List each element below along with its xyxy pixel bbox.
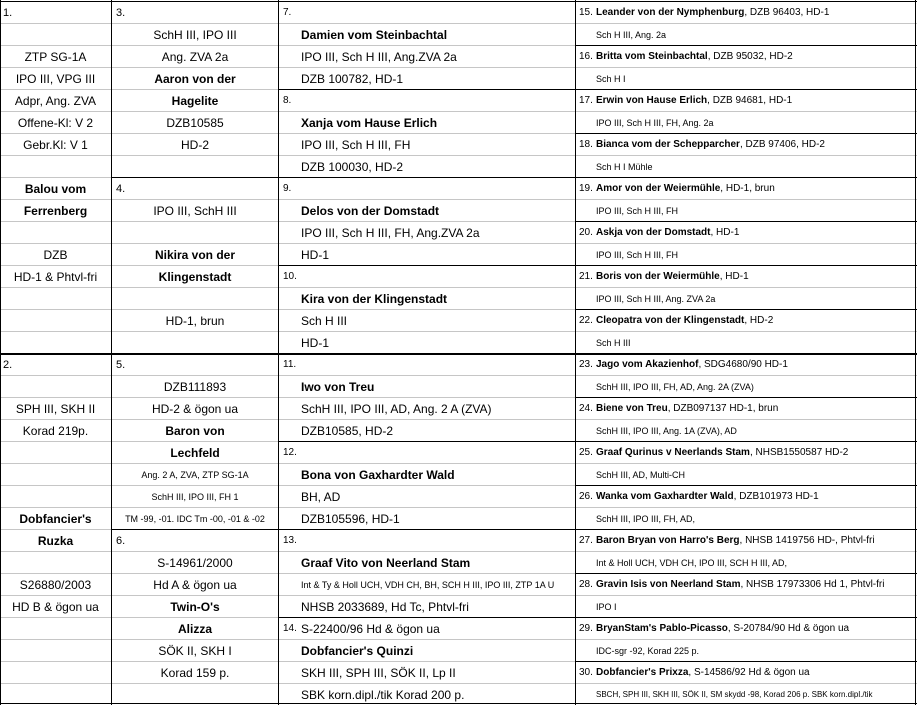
- ancestor-details: , NHSB 1419756 HD-, Phtvl-fri: [739, 535, 875, 546]
- entry-number: 17.: [579, 95, 593, 106]
- eighth-border: [278, 617, 917, 618]
- dog-detail: SchH III, IPO III, FH 1: [151, 492, 239, 502]
- ancestor-name-line: [577, 134, 915, 156]
- dog-name: Xanja vom Hause Erlich: [301, 116, 438, 130]
- ancestor-name: Boris von der Weiermühle: [596, 271, 720, 282]
- ancestor-name-line: [577, 442, 915, 464]
- dog-name: Dobfancier's Quinzi: [301, 644, 414, 658]
- dog-name: Kira von der Klingenstadt: [301, 292, 448, 306]
- dog-detail: Korad 159 p.: [160, 666, 230, 680]
- dog-detail: Offene-Kl: V 2: [17, 116, 94, 130]
- dog-detail: Gebr.Kl: V 1: [23, 138, 88, 152]
- row-gridline: [0, 199, 917, 200]
- dog-detail: SchH III, IPO III, FH, AD,: [596, 514, 696, 524]
- dog-detail: DZB: [43, 248, 68, 262]
- sixteenth-border: [575, 397, 917, 398]
- dog-detail: ZTP SG-1A: [24, 50, 87, 64]
- top-border: [0, 1, 917, 2]
- ancestor-name: Britta vom Steinbachtal: [596, 51, 708, 62]
- dog-detail: IDC-sgr -92, Korad 225 p.: [596, 646, 700, 656]
- ancestor-name-line: [577, 618, 915, 640]
- entry-number: 13.: [283, 535, 297, 546]
- entry-number: 25.: [579, 447, 593, 458]
- dog-detail: DZB 100030, HD-2: [301, 160, 404, 174]
- dog-name: Aaron von der: [154, 72, 236, 86]
- entry-number: 24.: [579, 403, 593, 414]
- ancestor-name-line: [577, 662, 915, 684]
- entry-number: 22.: [579, 315, 593, 326]
- dog-detail: HD B & ögon ua: [12, 600, 99, 614]
- ancestor-name-line: [577, 266, 915, 288]
- ancestor-details: , S-20784/90 Hd & ögon ua: [727, 623, 850, 634]
- half-border-thick: [0, 354, 917, 355]
- dog-detail: Ang. 2 A, ZVA, ZTP SG-1A: [141, 470, 249, 480]
- entry-number: 1.: [3, 7, 13, 19]
- ancestor-details: , NHSB 17973306 Hd 1, Phtvl-fri: [740, 579, 885, 590]
- sixteenth-border: [575, 133, 917, 134]
- dog-detail: IPO III, Sch H III, FH: [301, 138, 411, 152]
- sixteenth-border: [575, 485, 917, 486]
- sixteenth-border: [575, 661, 917, 662]
- ancestor-name-line: [577, 310, 915, 332]
- dog-detail: IPO I: [596, 602, 617, 612]
- ancestor-details: , SDG4680/90 HD-1: [698, 359, 788, 370]
- dog-detail: Sch H III: [301, 314, 348, 328]
- entry-number: 11.: [283, 359, 297, 370]
- entry-number: 26.: [579, 491, 593, 502]
- entry-number: 28.: [579, 579, 593, 590]
- entry-number: 10.: [283, 271, 297, 282]
- dog-detail: DZB 100782, HD-1: [301, 72, 404, 86]
- ancestor-name: Cleopatra von der Klingenstadt: [596, 315, 745, 326]
- entry-number: 7.: [283, 7, 292, 18]
- ancestor-details: , DZB097137 HD-1, brun: [667, 403, 779, 414]
- dog-detail: Sch H III, Ang. 2a: [596, 30, 667, 40]
- ancestor-name: Bianca vom der Schepparcher: [596, 139, 740, 150]
- entry-number: 12.: [283, 447, 297, 458]
- ancestor-name-line: [577, 222, 915, 244]
- entry-number: 18.: [579, 139, 593, 150]
- dog-detail: DZB10585, HD-2: [301, 424, 394, 438]
- dog-detail: TM -99, -01. IDC Tm -00, -01 & -02: [125, 514, 265, 524]
- entry-number: 19.: [579, 183, 593, 194]
- ancestor-name: Gravin Isis von Neerland Stam: [596, 579, 741, 590]
- entry-number: 20.: [579, 227, 593, 238]
- dog-name: Lechfeld: [170, 446, 220, 460]
- dog-name: Ruzka: [37, 534, 74, 548]
- dog-detail: SBCH, SPH III, SKH III, SÖK II, SM skydd -98, Korad 206 p. SBK korn.dipl./tik: [596, 690, 873, 699]
- entry-number: 2.: [3, 359, 13, 371]
- dog-detail: HD-1, brun: [165, 314, 225, 328]
- entry-number: 30.: [579, 667, 593, 678]
- dog-detail: DZB105596, HD-1: [301, 512, 400, 526]
- dog-detail: Korad 219p.: [22, 424, 89, 438]
- ancestor-details: , HD-2: [744, 315, 774, 326]
- dog-detail: IPO III, Sch H III, FH: [596, 206, 679, 216]
- dog-detail: HD-1: [301, 248, 330, 262]
- dog-detail: IPO III, Sch H III, FH, Ang. 2a: [596, 118, 714, 128]
- dog-detail: Int & Ty & Holl UCH, VDH CH, BH, SCH H III, IPO III, ZTP 1A U: [301, 580, 555, 590]
- dog-name: Hagelite: [171, 94, 219, 108]
- eighth-border: [278, 265, 917, 266]
- entry-number: 14.: [283, 623, 297, 634]
- dog-detail: Sch H I Mühle: [596, 162, 653, 172]
- row-gridline: [0, 639, 917, 640]
- ancestor-details: , DZB 97406, HD-2: [739, 139, 825, 150]
- ancestor-name: Jago vom Akazienhof: [596, 359, 699, 370]
- dog-name: Baron von: [165, 424, 225, 438]
- registration-line: S-22400/96 Hd & ögon ua: [301, 622, 440, 636]
- ancestor-details: , HD-1: [710, 227, 740, 238]
- dog-name: Delos von der Domstadt: [301, 204, 440, 218]
- dog-detail: SchH III, IPO III, AD, Ang. 2 A (ZVA): [301, 402, 492, 416]
- entry-number: 4.: [116, 183, 126, 195]
- dog-detail: HD-1 & Phtvl-fri: [13, 270, 98, 284]
- ancestor-name: Graaf Qurinus v Neerlands Stam: [596, 447, 750, 458]
- ancestor-name-line: [577, 574, 915, 596]
- dog-detail: HD-2: [180, 138, 209, 152]
- entry-number: 16.: [579, 51, 593, 62]
- entry-number: 5.: [116, 359, 126, 371]
- eighth-border: [278, 441, 917, 442]
- dog-name: Balou vom: [24, 182, 87, 196]
- dog-detail: IPO III, Sch H III, FH: [596, 250, 679, 260]
- row-gridline: [0, 155, 917, 156]
- dog-detail: S26880/2003: [19, 578, 92, 592]
- entry-number: 21.: [579, 271, 593, 282]
- row-gridline: [0, 507, 917, 508]
- dog-name: Alizza: [177, 622, 212, 636]
- entry-number: 15.: [579, 7, 593, 18]
- row-gridline: [0, 243, 917, 244]
- dog-detail: Sch H I: [596, 74, 626, 84]
- ancestor-details: , DZB 96403, HD-1: [744, 7, 830, 18]
- row-gridline: [0, 23, 917, 24]
- dog-detail: SchH III, AD, Multi-CH: [596, 470, 686, 480]
- ancestor-name: Dobfancier's Prixza: [596, 667, 689, 678]
- dog-detail: Int & Holl UCH, VDH CH, IPO III, SCH H III, AD,: [596, 558, 788, 568]
- ancestor-name: Biene von Treu: [596, 403, 668, 414]
- entry-number: 6.: [116, 535, 126, 547]
- dog-detail: HD-1: [301, 336, 330, 350]
- dog-detail: SÖK II, SKH I: [158, 644, 232, 658]
- dog-detail: SKH III, SPH III, SÖK II, Lp II: [301, 666, 456, 680]
- ancestor-name-line: [577, 90, 915, 112]
- dog-detail: IPO III, SchH III: [153, 204, 237, 218]
- row-gridline: [0, 375, 917, 376]
- row-gridline: [0, 463, 917, 464]
- dog-detail: SchH III, IPO III: [153, 28, 237, 42]
- row-gridline: [0, 683, 917, 684]
- ancestor-name: Amor von der Weiermühle: [596, 183, 721, 194]
- ancestor-name-line: [577, 398, 915, 420]
- dog-detail: IPO III, Sch H III, Ang.ZVA 2a: [301, 50, 457, 64]
- dog-detail: DZB111893: [163, 380, 227, 394]
- dog-name: Damien vom Steinbachtal: [301, 28, 448, 42]
- row-gridline: [0, 67, 917, 68]
- dog-name: Bona von Gaxhardter Wald: [301, 468, 455, 482]
- entry-number: 8.: [283, 95, 292, 106]
- ancestor-name: BryanStam's Pablo-Picasso: [596, 623, 728, 634]
- ancestor-name: Leander von der Nymphenburg: [596, 7, 745, 18]
- dog-detail: Adpr, Ang. ZVA: [14, 94, 97, 108]
- ancestor-details: , HD-1, brun: [720, 183, 775, 194]
- ancestor-name: Wanka vom Gaxhardter Wald: [596, 491, 734, 502]
- dog-name: Ferrenberg: [23, 204, 88, 218]
- dog-detail: NHSB 2033689, Hd Tc, Phtvl-fri: [301, 600, 469, 614]
- dog-detail: SchH III, IPO III, FH, AD, Ang. 2A (ZVA): [596, 382, 754, 392]
- ancestor-name-line: [577, 178, 915, 200]
- dog-detail: SPH III, SKH II: [15, 402, 96, 416]
- row-gridline: [0, 287, 917, 288]
- ancestor-name-line: [577, 530, 915, 552]
- ancestor-name-line: [577, 2, 915, 24]
- ancestor-details: , NHSB1550587 HD-2: [749, 447, 849, 458]
- sixteenth-border: [575, 309, 917, 310]
- ancestor-name: Erwin von Hause Erlich: [596, 95, 708, 106]
- quarter-border: [111, 177, 917, 178]
- dog-detail: HD-2 & ögon ua: [151, 402, 239, 416]
- eighth-border: [278, 89, 917, 90]
- sixteenth-border: [575, 573, 917, 574]
- row-gridline: [0, 595, 917, 596]
- sixteenth-border: [575, 221, 917, 222]
- dog-name: Graaf Vito von Neerland Stam: [301, 556, 471, 570]
- ancestor-name-line: [577, 486, 915, 508]
- dog-detail: BH, AD: [301, 490, 341, 504]
- dog-detail: Ang. ZVA 2a: [161, 50, 229, 64]
- ancestor-details: , DZB 95032, HD-2: [707, 51, 793, 62]
- dog-detail: S-14961/2000: [157, 556, 233, 570]
- row-gridline: [0, 551, 917, 552]
- ancestor-name-line: [577, 354, 915, 376]
- row-gridline: [0, 419, 917, 420]
- dog-detail: DZB10585: [166, 116, 224, 130]
- entry-number: 9.: [283, 183, 292, 194]
- ancestor-name: Askja von der Domstadt: [596, 227, 711, 238]
- ancestor-name: Baron Bryan von Harro's Berg: [596, 535, 740, 546]
- ancestor-details: , S-14586/92 Hd & ögon ua: [688, 667, 810, 678]
- entry-number: 23.: [579, 359, 593, 370]
- dog-detail: IPO III, Sch H III, Ang. ZVA 2a: [596, 294, 716, 304]
- dog-detail: Sch H III: [596, 338, 631, 348]
- dog-detail: Hd A & ögon ua: [153, 578, 237, 592]
- dog-name: Iwo von Treu: [301, 380, 375, 394]
- entry-number: 3.: [116, 7, 126, 19]
- bottom-border: [0, 703, 917, 704]
- entry-number: 27.: [579, 535, 593, 546]
- entry-number: 29.: [579, 623, 593, 634]
- ancestor-details: , DZB 94681, HD-1: [707, 95, 793, 106]
- dog-name: Dobfancier's: [19, 512, 92, 526]
- dog-name: Klingenstadt: [158, 270, 232, 284]
- dog-detail: IPO III, VPG III: [15, 72, 96, 86]
- dog-detail: SchH III, IPO III, Ang. 1A (ZVA), AD: [596, 426, 737, 436]
- ancestor-details: , DZB101973 HD-1: [733, 491, 819, 502]
- dog-detail: SBK korn.dipl./tik Korad 200 p.: [301, 688, 465, 702]
- dog-name: Twin-O's: [170, 600, 220, 614]
- dog-detail: IPO III, Sch H III, FH, Ang.ZVA 2a: [301, 226, 480, 240]
- dog-name: Nikira von der: [154, 248, 236, 262]
- ancestor-name-line: [577, 46, 915, 68]
- row-gridline: [0, 331, 917, 332]
- quarter-border: [111, 529, 917, 530]
- sixteenth-border: [575, 45, 917, 46]
- row-gridline: [0, 111, 917, 112]
- ancestor-details: , HD-1: [719, 271, 749, 282]
